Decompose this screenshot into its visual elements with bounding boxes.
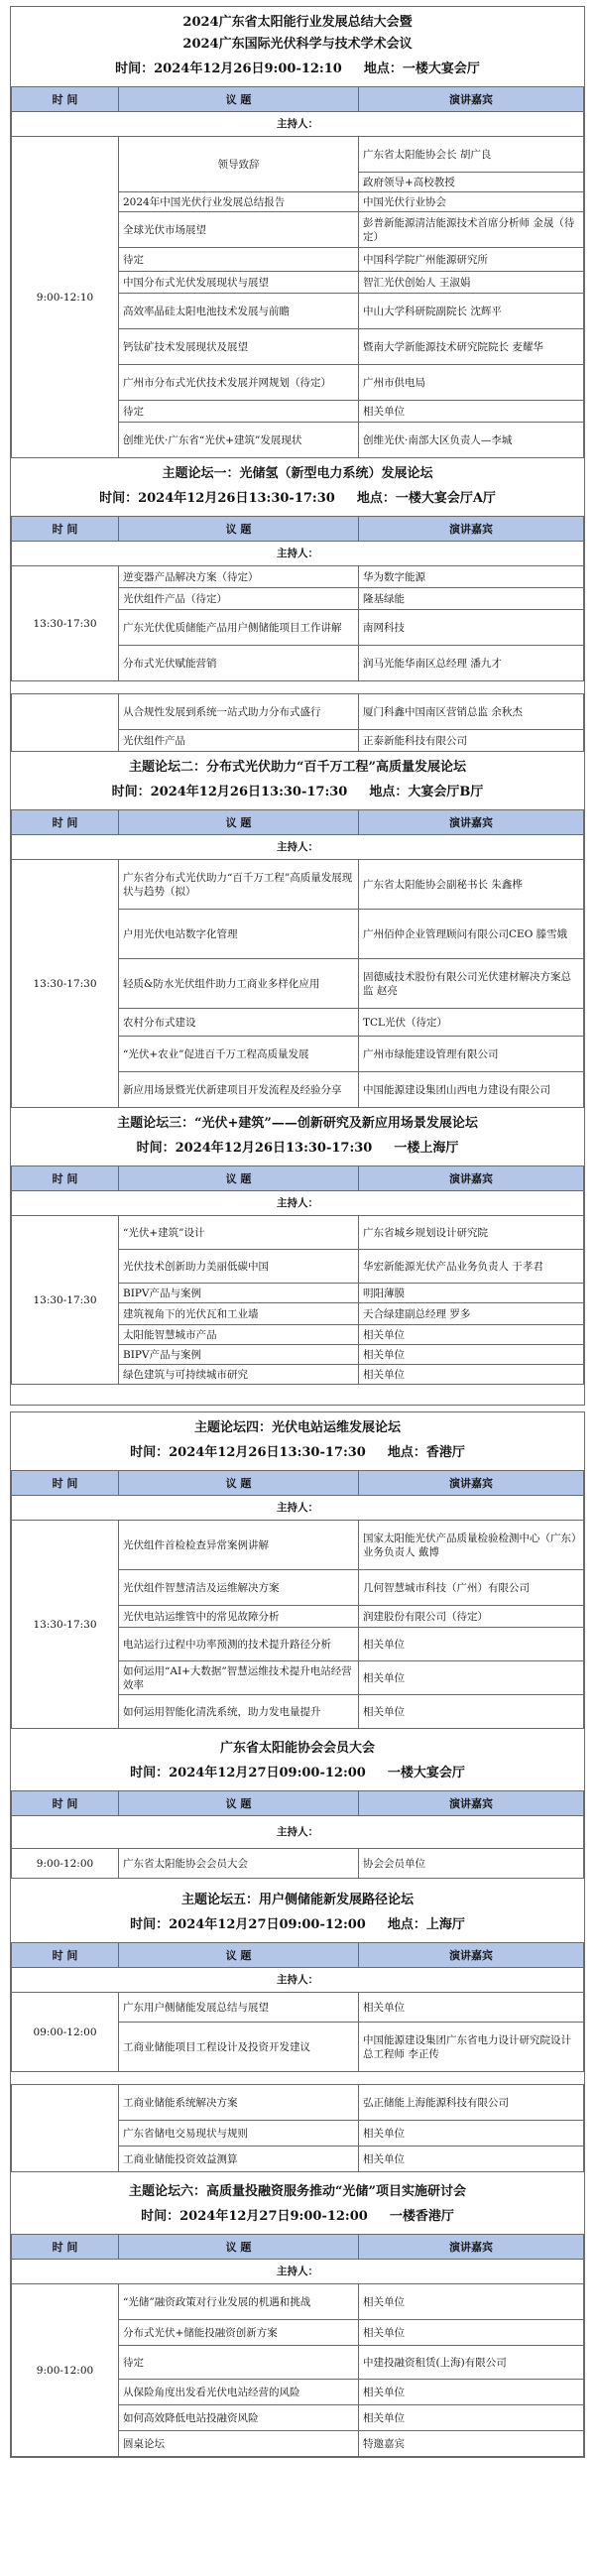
topic-cell: 中国分布式光伏发展现状与展望 [119,272,359,294]
table-row [12,1521,584,1570]
col-header-topic: 议 题 [119,87,359,112]
topic-cell: “光储”融资政策对行业发展的机遇和挑战 [119,2284,359,2320]
topic-cell: BIPV产品与案例 [119,1345,359,1365]
session-time: 时间：2024年12月27日09:00-12:00 一楼大宴会厅 [130,1766,465,1780]
session-time: 时间：2024年12月26日13:30-17:30 地点：大宴会厅B厅 [111,785,484,799]
speaker-cell: 华宏新能源光伏产品业务负责人 于孝君 [359,1250,584,1284]
col-header-topic: 议 题 [119,1166,359,1191]
topic-cell: 广东光伏优质储能产品用户侧储能项目工作讲解 [119,610,359,646]
col-header-topic: 议 题 [119,1791,359,1816]
speaker-cell: 相关单位 [359,1993,584,2023]
table-row [12,1849,584,1879]
time-slot: 13:30-17:30 [12,566,119,681]
agenda-table [11,1942,584,2072]
time-slot [12,2085,119,2172]
col-header-speaker: 演讲嘉宾 [359,1791,584,1816]
host-row: 主持人： [12,1496,584,1521]
speaker-cell: 中国科学院广州能源研究所 [359,248,584,272]
topic-cell: 分布式光伏赋能营销 [119,646,359,681]
col-header-time: 时 间 [12,87,119,112]
col-header-speaker: 演讲嘉宾 [359,87,584,112]
time-slot: 9:00-12:00 [12,2284,119,2457]
session-time: 时间：2024年12月26日13:30-17:30 一楼上海厅 [136,1141,459,1156]
speaker-cell: 华为数字能源 [359,566,584,588]
speaker-cell: TCL光伏（待定） [359,1009,584,1037]
session-title: 主题论坛三：“光伏+建筑”——创新研究及新应用场景发展论坛 [117,1116,478,1131]
topic-cell: 领导致辞 [119,137,359,192]
topic-cell: 如何运用智能化清洗系统，助力发电量提升 [119,1695,359,1729]
speaker-cell: 相关单位 [359,1365,584,1385]
speaker-cell: 润建股份有限公司（待定） [359,1606,584,1628]
session-title: 主题论坛二：分布式光伏助力“百千万工程”高质量发展论坛 [129,760,466,775]
time-slot: 09:00-12:00 [12,1993,119,2072]
speaker-cell: 厦门科鑫中国南区营销总监 余秋杰 [359,694,584,730]
col-header-speaker: 演讲嘉宾 [359,810,584,835]
topic-cell: 全球光伏市场展望 [119,212,359,248]
time-slot: 13:30-17:30 [12,1216,119,1385]
session-time: 时间：2024年12月27日09:00-12:00 地点：上海厅 [130,1917,465,1932]
agenda-table [11,1790,584,1879]
topic-cell: 创维光伏·广东省“光伏+建筑”发展现状 [119,423,359,458]
table-row [12,566,584,588]
topic-cell: 如何高效降低电站投融资风险 [119,2405,359,2431]
col-header-speaker: 演讲嘉宾 [359,1943,584,1968]
topic-cell: 从合规性发展到系统一站式助力分布式盛行 [119,694,359,730]
speaker-cell: 国家太阳能光伏产品质量检验检测中心（广东）业务负责人 戴博 [359,1521,584,1570]
topic-cell: 新应用场景暨光伏新建项目开发流程及经验分享 [119,1072,359,1108]
topic-cell: 光伏组件产品（待定） [119,588,359,610]
session-forum-4 [10,1411,585,2458]
topic-cell: 广东省储电交易现状与规则 [119,2121,359,2147]
session-title: 主题论坛五：用户侧储能新发展路径论坛 [180,1893,414,1907]
speaker-cell: 相关单位 [359,1345,584,1365]
topic-cell: “光伏+农业”促进百千万工程高质量发展 [119,1037,359,1072]
col-header-topic: 议 题 [119,1943,359,1968]
topic-cell: 广东省分布式光伏助力“百千万工程”高质量发展现状与趋势（拟） [119,860,359,910]
topic-cell: 太阳能智慧城市产品 [119,1325,359,1345]
col-header-time: 时 间 [12,810,119,835]
session-title: 2024广东省太阳能行业发展总结大会暨 [182,15,413,30]
session-title: 主题论坛四：光伏电站运维发展论坛 [193,1420,401,1435]
host-row: 主持人： [12,2260,584,2284]
speaker-cell: 广东省太阳能协会副秘书长 朱鑫桦 [359,860,584,910]
agenda-table [11,1470,584,1729]
host-row: 主持人： [12,1968,584,1993]
speaker-cell: 相关单位 [359,2284,584,2320]
col-header-topic: 议 题 [119,2235,359,2260]
speaker-cell: 相关单位 [359,1325,584,1345]
speaker-cell: 中山大学科研院副院长 沈辉平 [359,294,584,329]
time-slot: 9:00-12:00 [12,1849,119,1879]
speaker-cell: 隆基绿能 [359,588,584,610]
speaker-cell: 弘正储能上海能源科技有限公司 [359,2085,584,2121]
topic-cell: 钙钛矿技术发展现状及展望 [119,329,359,365]
topic-cell: 光伏组件首检检查异常案例讲解 [119,1521,359,1570]
speaker-cell: 相关单位 [359,1695,584,1729]
agenda-table [11,693,584,752]
topic-cell: 圆桌论坛 [119,2431,359,2457]
speaker-cell: 广州市绿能建设管理有限公司 [359,1037,584,1072]
topic-cell: 分布式光伏+储能投融资创新方案 [119,2320,359,2346]
speaker-cell: 广东省城乡规划设计研究院 [359,1216,584,1250]
speaker-cell: 彭普新能源清洁能源技术首席分析师 金晟（待定） [359,212,584,248]
speaker-cell: 特邀嘉宾 [359,2431,584,2457]
col-header-speaker: 演讲嘉宾 [359,2235,584,2260]
agenda-table [11,2084,584,2172]
topic-cell: 工商业储能系统解决方案 [119,2085,359,2121]
table-row [12,860,584,910]
speaker-cell: 中国光伏行业协会 [359,192,584,212]
session-subtitle: 2024广东国际光伏科学与技术学术会议 [182,37,413,52]
speaker-cell: 正泰新能科技有限公司 [359,730,584,752]
session-opening [10,6,585,1406]
table-row [12,1993,584,2023]
topic-cell: 高效率晶硅太阳电池技术发展与前瞻 [119,294,359,329]
speaker-cell: 相关单位 [359,1628,584,1661]
host-row: 主持人： [12,1191,584,1216]
speaker-cell: 润马光能华南区总经理 潘九才 [359,646,584,681]
speaker-cell: 明阳薄膜 [359,1284,584,1303]
topic-cell: 光伏技术创新助力美丽低碳中国 [119,1250,359,1284]
topic-cell: 待定 [119,248,359,272]
table-row [12,2284,584,2320]
col-header-speaker: 演讲嘉宾 [359,517,584,542]
agenda-table [11,516,584,681]
speaker-cell: 相关单位 [359,2405,584,2431]
topic-cell: 广东省太阳能协会会员大会 [119,1849,359,1879]
topic-cell: 光伏组件智慧清洁及运维解决方案 [119,1570,359,1606]
session-time: 时间：2024年12月26日9:00-12:10 地点：一楼大宴会厅 [115,61,480,76]
topic-cell: 绿色建筑与可持续城市研究 [119,1365,359,1385]
col-header-topic: 议 题 [119,517,359,542]
table-row [12,2085,584,2121]
col-header-time: 时 间 [12,1943,119,1968]
topic-cell: 建筑视角下的光伏瓦和工业墙 [119,1303,359,1325]
time-slot: 13:30-17:30 [12,860,119,1108]
time-slot [12,694,119,752]
speaker-cell: 相关单位 [359,2380,584,2405]
topic-cell: 待定 [119,401,359,423]
topic-cell: 轻质&防水光伏组件助力工商业多样化应用 [119,959,359,1009]
topic-cell: 2024年中国光伏行业发展总结报告 [119,192,359,212]
topic-cell: 光伏电站运维管中的常见故障分析 [119,1606,359,1628]
speaker-cell: 中国能源建设集团山西电力建设有限公司 [359,1072,584,1108]
agenda-table [11,1165,584,1385]
topic-cell: 待定 [119,2346,359,2380]
time-slot: 9:00-12:10 [12,137,119,458]
col-header-topic: 议 题 [119,1471,359,1496]
speaker-cell: 相关单位 [359,401,584,423]
speaker-cell: 天合绿建副总经理 罗多 [359,1303,584,1325]
topic-cell: 户用光伏电站数字化管理 [119,910,359,959]
col-header-speaker: 演讲嘉宾 [359,1471,584,1496]
topic-cell: 广州市分布式光伏技术发展并网规划（待定） [119,365,359,401]
table-row [12,1216,584,1250]
topic-cell: 如何运用“AI+大数据”智慧运维技术提升电站经营效率 [119,1661,359,1695]
speaker-cell: 广州市供电局 [359,365,584,401]
agenda-table [11,2234,584,2457]
session-time: 时间：2024年12月27日9:00-12:00 一楼香港厅 [141,2209,454,2224]
topic-cell: 农村分布式建设 [119,1009,359,1037]
col-header-time: 时 间 [12,1791,119,1816]
session-time: 时间：2024年12月26日13:30-17:30 地点：一楼大宴会厅A厅 [99,491,496,506]
speaker-cell: 创维光伏·南部大区负责人—李城 [359,423,584,458]
speaker-cell: 相关单位 [359,2320,584,2346]
topic-cell: 逆变器产品解决方案（待定） [119,566,359,588]
time-slot: 13:30-17:30 [12,1521,119,1729]
speaker-cell: 智汇光伏创始人 王淑娟 [359,272,584,294]
host-row: 主持人： [12,835,584,860]
host-row: 主持人： [12,1816,584,1849]
speaker-cell: 协会会员单位 [359,1849,584,1879]
topic-cell: BIPV产品与案例 [119,1284,359,1303]
speaker-cell: 南网科技 [359,610,584,646]
session-title: 广东省太阳能协会会员大会 [219,1741,375,1756]
session-time: 时间：2024年12月26日13:30-17:30 地点：香港厅 [130,1445,465,1460]
col-header-time: 时 间 [12,2235,119,2260]
agenda-table [11,809,584,1108]
topic-cell: “光伏+建筑”设计 [119,1216,359,1250]
speaker-cell: 相关单位 [359,2121,584,2147]
host-row: 主持人： [12,112,584,137]
session-title: 主题论坛六：高质量投融资服务推动“光储”项目实施研讨会 [129,2184,466,2199]
speaker-cell: 广东省太阳能协会长 胡广良 [359,137,584,173]
col-header-time: 时 间 [12,517,119,542]
table-row [12,137,584,173]
topic-cell: 电站运行过程中功率预测的技术提升路径分析 [119,1628,359,1661]
speaker-cell: 政府领导+高校教授 [359,173,584,192]
topic-cell: 从保险角度出发看光伏电站经营的风险 [119,2380,359,2405]
table-row [12,694,584,730]
col-header-speaker: 演讲嘉宾 [359,1166,584,1191]
speaker-cell: 几何智慧城市科技（广州）有限公司 [359,1570,584,1606]
session-title: 主题论坛一：光储氢（新型电力系统）发展论坛 [162,466,433,481]
agenda-table [11,86,584,458]
speaker-cell: 中建投融资租赁(上海)有限公司 [359,2346,584,2380]
speaker-cell: 中国能源建设集团广东省电力设计研究院设计总工程师 李正传 [359,2023,584,2072]
speaker-cell: 暨南大学新能源技术研究院院长 麦耀华 [359,329,584,365]
speaker-cell: 相关单位 [359,1661,584,1695]
topic-cell: 工商业储能投资效益测算 [119,2147,359,2172]
speaker-cell: 固德威技术股份有限公司光伏建材解决方案总监 赵亮 [359,959,584,1009]
speaker-cell: 广州佰仲企业管理顾问有限公司CEO 滕雪娥 [359,910,584,959]
speaker-cell: 相关单位 [359,2147,584,2172]
col-header-time: 时 间 [12,1471,119,1496]
topic-cell: 工商业储能项目工程设计及投资开发建议 [119,2023,359,2072]
col-header-time: 时 间 [12,1166,119,1191]
col-header-topic: 议 题 [119,810,359,835]
topic-cell: 广东用户侧储能发展总结与展望 [119,1993,359,2023]
host-row: 主持人： [12,542,584,566]
topic-cell: 光伏组件产品 [119,730,359,752]
